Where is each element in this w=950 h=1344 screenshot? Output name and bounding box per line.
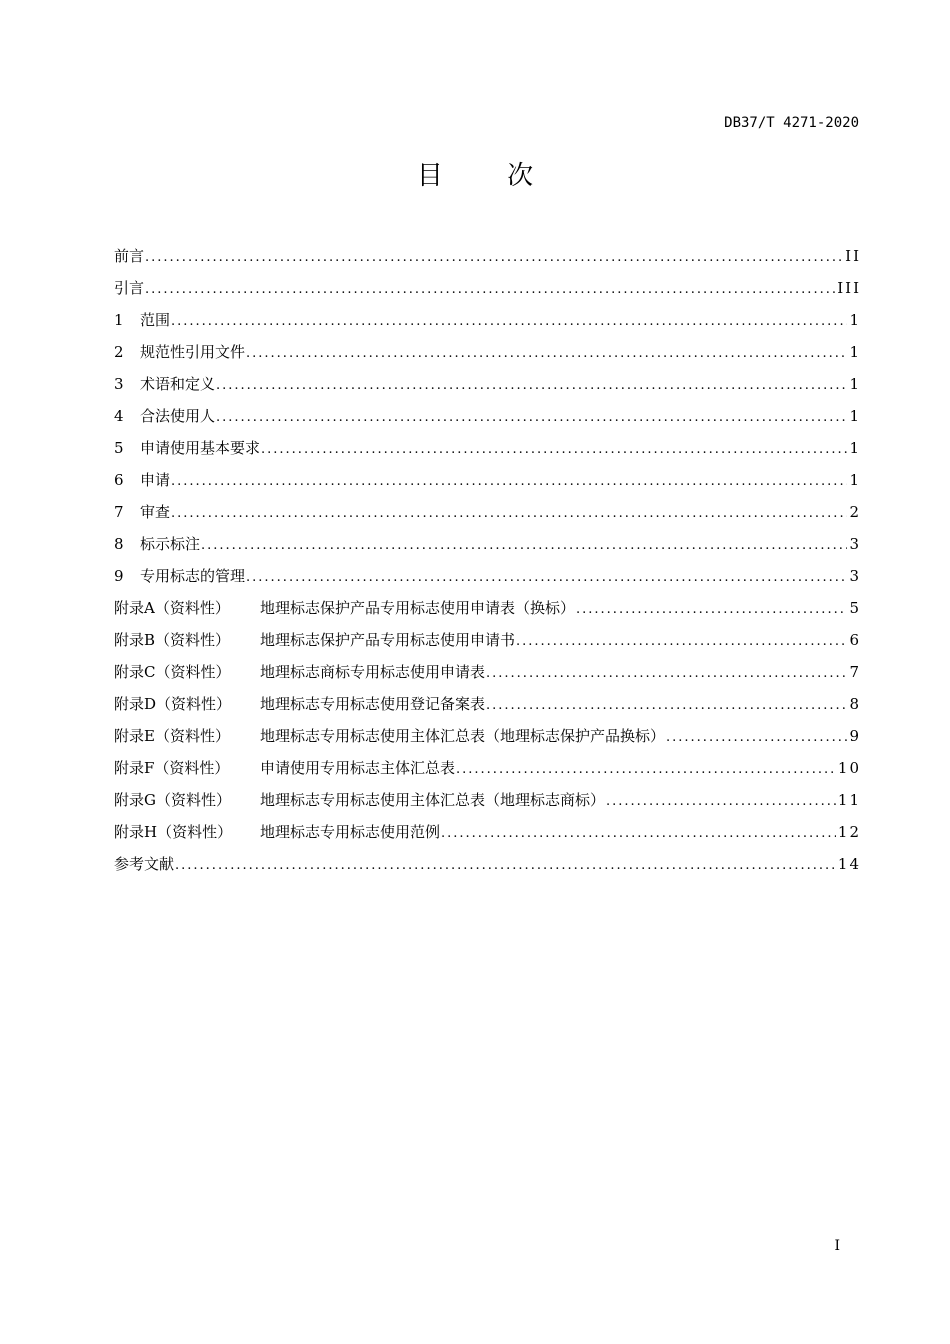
toc-dot-leader: [215, 370, 847, 402]
toc-entry-page: 8: [849, 695, 861, 713]
toc-entry[interactable]: [114, 656, 859, 688]
toc-entry-label: 审查: [140, 503, 171, 521]
toc-entry-label: 术语和定义: [140, 375, 216, 393]
toc-entry[interactable]: [114, 528, 859, 560]
toc-entry-appendix-prefix: 附录A（资料性）: [114, 599, 230, 617]
toc-entry-label: 地理标志专用标志使用主体汇总表（地理标志保护产品换标）: [260, 727, 666, 745]
toc-dot-leader: [170, 466, 847, 498]
toc-entry[interactable]: [114, 368, 859, 400]
toc-dot-leader: [575, 594, 847, 626]
toc-entry-number: 1: [114, 311, 124, 329]
toc-entry[interactable]: [114, 464, 859, 496]
toc-dot-leader: [440, 818, 836, 850]
toc-entry-page: 1: [849, 375, 861, 393]
toc-entry-label: 申请使用专用标志主体汇总表: [260, 759, 456, 777]
toc-entry-label: 申请: [140, 471, 171, 489]
toc-entry-label: 引言: [114, 279, 145, 297]
toc-entry-number: 2: [114, 343, 124, 361]
toc-entry[interactable]: [114, 272, 859, 304]
toc-entry[interactable]: [114, 720, 859, 752]
toc-entry-page: 11: [837, 791, 861, 809]
toc-entry-number: 8: [114, 535, 124, 553]
toc-entry-page: 3: [849, 535, 861, 553]
toc-entry-label: 前言: [114, 247, 145, 265]
toc-entry-appendix-prefix: 附录C（资料性）: [114, 663, 231, 681]
toc-entry-label: 地理标志商标专用标志使用申请表: [260, 663, 486, 681]
toc-entry-number: 9: [114, 567, 124, 585]
toc-entry-page: 6: [849, 631, 861, 649]
toc-entry-number: 4: [114, 407, 124, 425]
toc-entry-page: 3: [849, 567, 861, 585]
toc-entry-appendix-prefix: 附录G（资料性）: [114, 791, 231, 809]
toc-dot-leader: [245, 338, 847, 370]
toc-entry-appendix-prefix: 附录E（资料性）: [114, 727, 230, 745]
toc-entry-page: 7: [849, 663, 861, 681]
toc-entry-label: 标示标注: [140, 535, 201, 553]
toc-dot-leader: [174, 850, 836, 882]
document-code: DB37/T 4271-2020: [724, 115, 859, 131]
toc-dot-leader: [455, 754, 836, 786]
toc-entry[interactable]: [114, 240, 859, 272]
toc-entry-page: 2: [849, 503, 861, 521]
toc-dot-leader: [170, 498, 847, 530]
toc-entry-label: 地理标志专用标志使用登记备案表: [260, 695, 486, 713]
toc-entry-page: 1: [849, 471, 861, 489]
toc-entry[interactable]: [114, 592, 859, 624]
toc-entry[interactable]: [114, 432, 859, 464]
toc-entry-page: 14: [837, 855, 861, 873]
toc-dot-leader: [144, 242, 843, 274]
toc-entry-page: 1: [849, 343, 861, 361]
toc-entry-number: 3: [114, 375, 124, 393]
toc-entry-appendix-prefix: 附录F（资料性）: [114, 759, 230, 777]
toc-entry-label: 合法使用人: [140, 407, 216, 425]
toc-entry[interactable]: [114, 784, 859, 816]
toc-dot-leader: [515, 626, 847, 658]
toc-entry[interactable]: [114, 400, 859, 432]
toc-entry-label: 地理标志专用标志使用范例: [260, 823, 441, 841]
toc-list: [114, 240, 859, 880]
toc-entry[interactable]: [114, 336, 859, 368]
toc-dot-leader: [170, 306, 847, 338]
toc-dot-leader: [485, 658, 847, 690]
toc-entry[interactable]: [114, 304, 859, 336]
toc-entry[interactable]: [114, 816, 859, 848]
toc-entry-label: 地理标志保护产品专用标志使用申请表（换标）: [260, 599, 576, 617]
toc-entry-appendix-prefix: 附录H（资料性）: [114, 823, 233, 841]
toc-entry[interactable]: [114, 560, 859, 592]
toc-entry-page: 1: [849, 311, 861, 329]
toc-entry-label: 范围: [140, 311, 171, 329]
toc-entry-label: 规范性引用文件: [140, 343, 246, 361]
toc-dot-leader: [144, 274, 835, 306]
toc-entry-page: 1: [849, 439, 861, 457]
toc-entry-page: 5: [849, 599, 861, 617]
toc-entry-number: 7: [114, 503, 124, 521]
toc-entry-page: 1: [849, 407, 861, 425]
toc-entry-label: 申请使用基本要求: [140, 439, 261, 457]
toc-title: 目 次: [416, 161, 562, 191]
toc-entry-number: 6: [114, 471, 124, 489]
page-number: I: [834, 1238, 840, 1254]
toc-entry-label: 专用标志的管理: [140, 567, 246, 585]
toc-entry-number: 5: [114, 439, 124, 457]
toc-dot-leader: [245, 562, 847, 594]
toc-dot-leader: [215, 402, 847, 434]
toc-entry-page: 9: [849, 727, 861, 745]
toc-entry-page: III: [837, 279, 861, 297]
toc-entry-page: 12: [837, 823, 861, 841]
toc-entry-appendix-prefix: 附录D（资料性）: [114, 695, 232, 713]
toc-entry[interactable]: [114, 848, 859, 880]
toc-entry[interactable]: [114, 624, 859, 656]
toc-entry[interactable]: [114, 752, 859, 784]
toc-entry-label: 参考文献: [114, 855, 175, 873]
toc-dot-leader: [665, 722, 847, 754]
toc-entry[interactable]: [114, 496, 859, 528]
toc-entry-page: 10: [837, 759, 861, 777]
toc-entry[interactable]: [114, 688, 859, 720]
toc-entry-label: 地理标志保护产品专用标志使用申请书: [260, 631, 516, 649]
toc-entry-appendix-prefix: 附录B（资料性）: [114, 631, 231, 649]
toc-entry-page: II: [845, 247, 861, 265]
toc-dot-leader: [200, 530, 847, 562]
toc-entry-label: 地理标志专用标志使用主体汇总表（地理标志商标）: [260, 791, 606, 809]
toc-dot-leader: [260, 434, 847, 466]
toc-dot-leader: [605, 786, 836, 818]
toc-dot-leader: [485, 690, 847, 722]
